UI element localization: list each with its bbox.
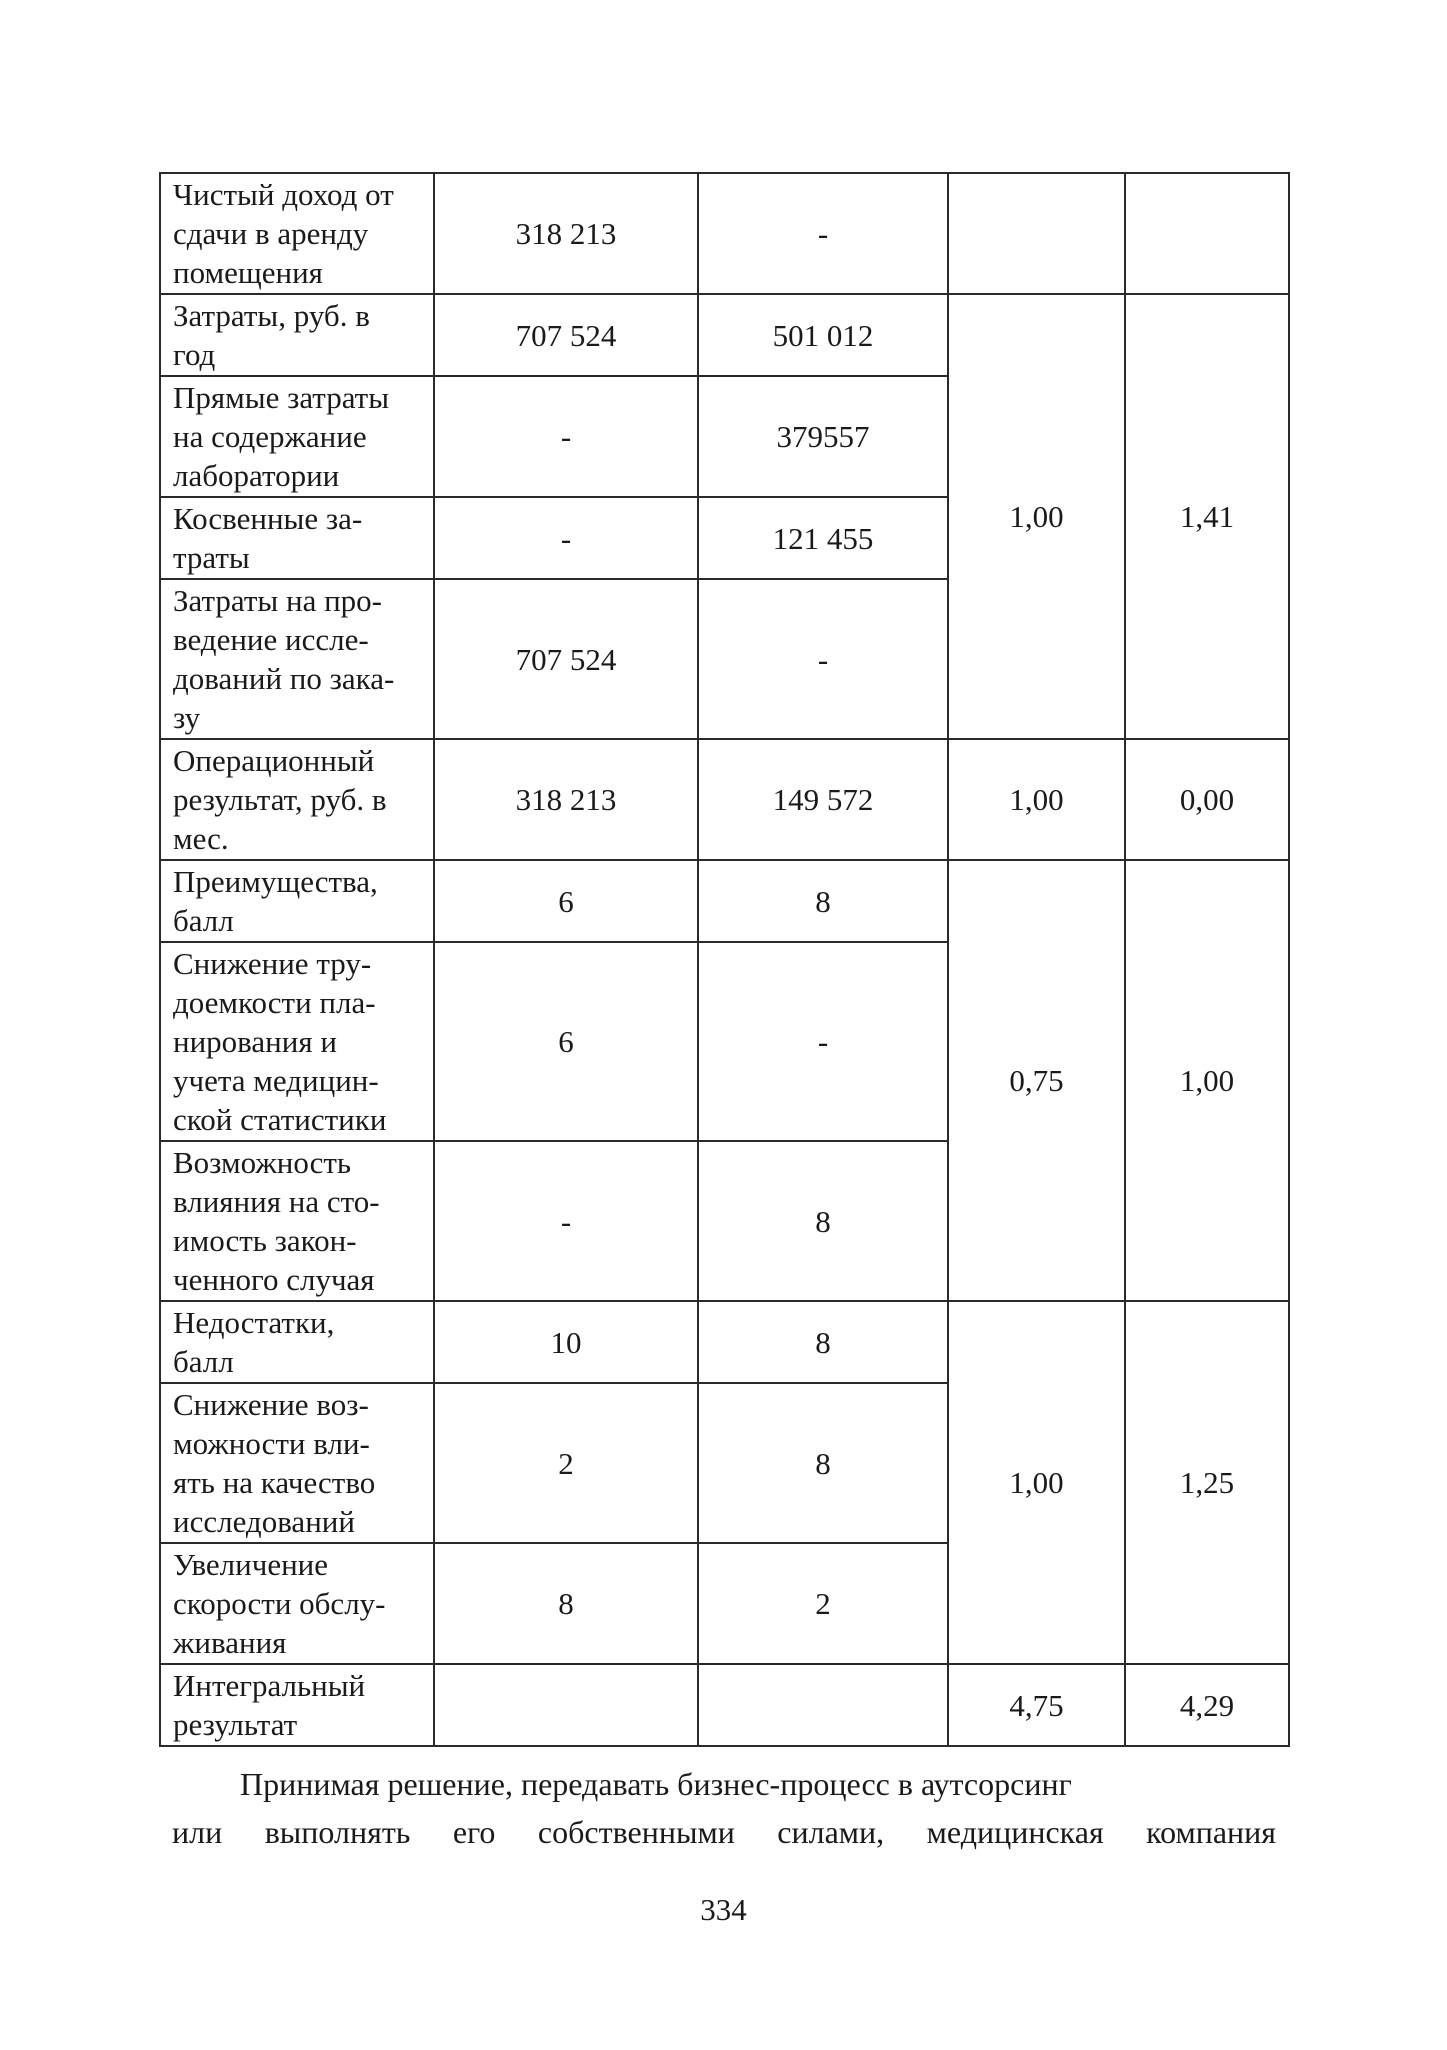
cell-col4: 1,00 (1125, 860, 1289, 1301)
cell-col4: 1,25 (1125, 1301, 1289, 1664)
cell-col2: 8 (698, 1141, 948, 1301)
cell-col1: 318 213 (434, 173, 698, 294)
row-label: Затраты, руб. в год (160, 294, 434, 376)
row-label: Снижение тру- доемкости пла- нирования и учета медицин- ской статистики (160, 942, 434, 1141)
cell-col1: 10 (434, 1301, 698, 1383)
cell-col1: 707 524 (434, 579, 698, 739)
cell-col2: 501 012 (698, 294, 948, 376)
cell-col1: 8 (434, 1543, 698, 1664)
body-paragraph-line-2: или выполнять его собственными силами, медицинская компания (172, 1814, 1276, 1850)
row-label: Возможность влияния на сто- имость закон- ченного случая (160, 1141, 434, 1301)
comparison-table (159, 172, 1290, 1747)
row-label: Интегральный результат (160, 1664, 434, 1746)
cell-col1: 6 (434, 942, 698, 1141)
table-row (160, 1664, 1289, 1746)
cell-col2: - (698, 942, 948, 1141)
cell-col1: - (434, 376, 698, 497)
cell-col3: 1,00 (948, 1301, 1125, 1664)
table-row (160, 860, 1289, 942)
row-label: Чистый доход от сдачи в аренду помещения (160, 173, 434, 294)
row-label: Недостатки, балл (160, 1301, 434, 1383)
cell-col1 (434, 1664, 698, 1746)
page-number: 334 (700, 1892, 747, 1927)
cell-col2: 2 (698, 1543, 948, 1664)
row-label: Косвенные за- траты (160, 497, 434, 579)
table-row (160, 294, 1289, 376)
cell-col1: - (434, 497, 698, 579)
row-label: Снижение воз- можности вли- ять на качество исследований (160, 1383, 434, 1543)
cell-col3: 1,00 (948, 294, 1125, 739)
row-label: Затраты на про- ведение иссле- дований по зака- зу (160, 579, 434, 739)
row-label: Увеличение скорости обслу- живания (160, 1543, 434, 1664)
cell-col4: 1,41 (1125, 294, 1289, 739)
cell-col2 (698, 1664, 948, 1746)
cell-col2: 149 572 (698, 739, 948, 860)
cell-col1: - (434, 1141, 698, 1301)
cell-col2: - (698, 579, 948, 739)
cell-col2: 8 (698, 1301, 948, 1383)
cell-col3: 0,75 (948, 860, 1125, 1301)
cell-col1: 707 524 (434, 294, 698, 376)
cell-col2: - (698, 173, 948, 294)
cell-col3: 4,75 (948, 1664, 1125, 1746)
cell-col4: 0,00 (1125, 739, 1289, 860)
body-paragraph-line-1: Принимая решение, передавать бизнес-процесс в аутсорсинг (240, 1766, 1072, 1802)
cell-col1: 2 (434, 1383, 698, 1543)
cell-col2: 8 (698, 1383, 948, 1543)
row-label: Преимущества, балл (160, 860, 434, 942)
cell-col3: 1,00 (948, 739, 1125, 860)
row-label: Прямые затраты на содержание лаборатории (160, 376, 434, 497)
table-row (160, 173, 1289, 294)
cell-col4 (1125, 173, 1289, 294)
cell-col3 (948, 173, 1125, 294)
cell-col1: 318 213 (434, 739, 698, 860)
table-row (160, 1301, 1289, 1383)
row-label: Операционный результат, руб. в мес. (160, 739, 434, 860)
cell-col2: 379557 (698, 376, 948, 497)
table-row (160, 739, 1289, 860)
cell-col2: 8 (698, 860, 948, 942)
cell-col4: 4,29 (1125, 1664, 1289, 1746)
cell-col1: 6 (434, 860, 698, 942)
cell-col2: 121 455 (698, 497, 948, 579)
